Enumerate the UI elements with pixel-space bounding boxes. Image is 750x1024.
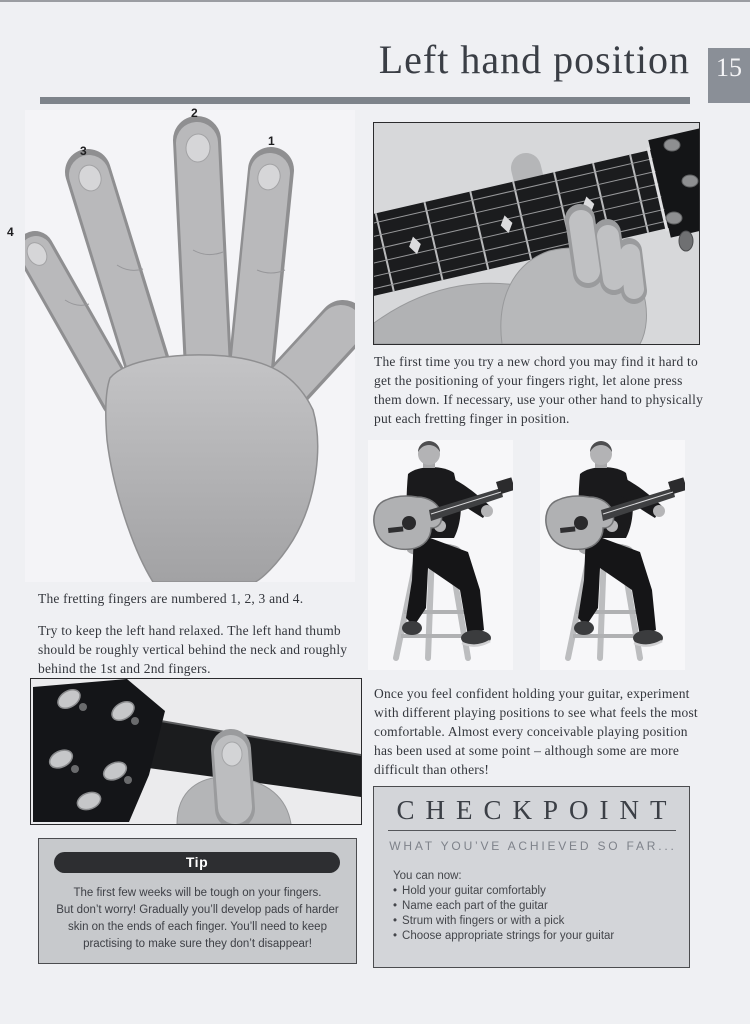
checkpoint-box [373,786,690,968]
tip-line: The first few weeks will be tough on your fingers. [73,887,322,899]
tip-box [38,838,357,964]
checkpoint-rule [388,830,676,831]
checkpoint-intro: You can now: [393,870,462,882]
bullet-icon: • [393,900,398,912]
playing-positions-paragraph: Once you feel confident holding your guitar, experiment with different playing positions to see what feels the most comfortable. Almost every conceivable playing position has been used at some point – although some are more difficult than others! [374,686,698,777]
checkpoint-item [393,884,689,899]
new-chord-paragraph: The first time you try a new chord you may find it hard to get the positioning of your fingers right, let alone press them down. If necessary, use your other hand to physically put each fretting finger in position. [374,354,704,426]
finger-label-index: 1 [268,134,275,148]
fretting-numbering-paragraph: The fretting fingers are numbered 1, 2, 3 and 4. [38,591,304,606]
guitarist-photo-right [540,440,685,670]
checkpoint-item [393,899,689,914]
bullet-icon: • [393,885,398,897]
headstock-illustration [31,679,361,824]
checkpoint-item-text: Name each part of the guitar [402,900,548,912]
fretboard-photo [373,122,700,345]
checkpoint-item-text: Hold your guitar comfortably [402,885,546,897]
page-number-badge [708,48,750,103]
tip-line: skin on the ends of each finger. You’ll need to keep [68,921,327,933]
bullet-icon: • [393,930,398,942]
tip-line: But don’t worry! Gradually you’ll develop pads of harder [56,904,339,916]
title-rule [40,97,690,104]
tip-heading: Tip [185,854,209,870]
hand-relaxed-paragraph: Try to keep the left hand relaxed. The left hand thumb should be roughly vertical behind the neck and roughly behind the 1st and 2nd fingers. [38,623,348,676]
headstock-photo [30,678,362,825]
tip-line: practising to make sure they don’t disappear! [83,938,312,950]
hand-photo [25,110,355,582]
hand-illustration [25,110,355,582]
finger-label-ring: 3 [80,144,87,158]
tip-heading-pill [54,852,340,873]
finger-label-middle: 2 [191,106,198,120]
checkpoint-item-text: Choose appropriate strings for your guitar [402,930,615,942]
fretboard-illustration [374,123,699,344]
tip-body [39,885,356,953]
checkpoint-title: CHECKPOINT [396,795,678,825]
finger-label-pinky: 4 [7,225,14,239]
page-top-edge [0,0,750,2]
checkpoint-item [393,914,689,929]
checkpoint-subtitle: WHAT YOU’VE ACHIEVED SO FAR... [389,839,677,853]
checkpoint-item [393,929,689,944]
guitarist-photo-left [368,440,513,670]
page-title: Left hand position [378,37,690,82]
checkpoint-item-text: Strum with fingers or with a pick [402,915,565,927]
bullet-icon: • [393,915,398,927]
page-number: 15 [716,53,742,82]
